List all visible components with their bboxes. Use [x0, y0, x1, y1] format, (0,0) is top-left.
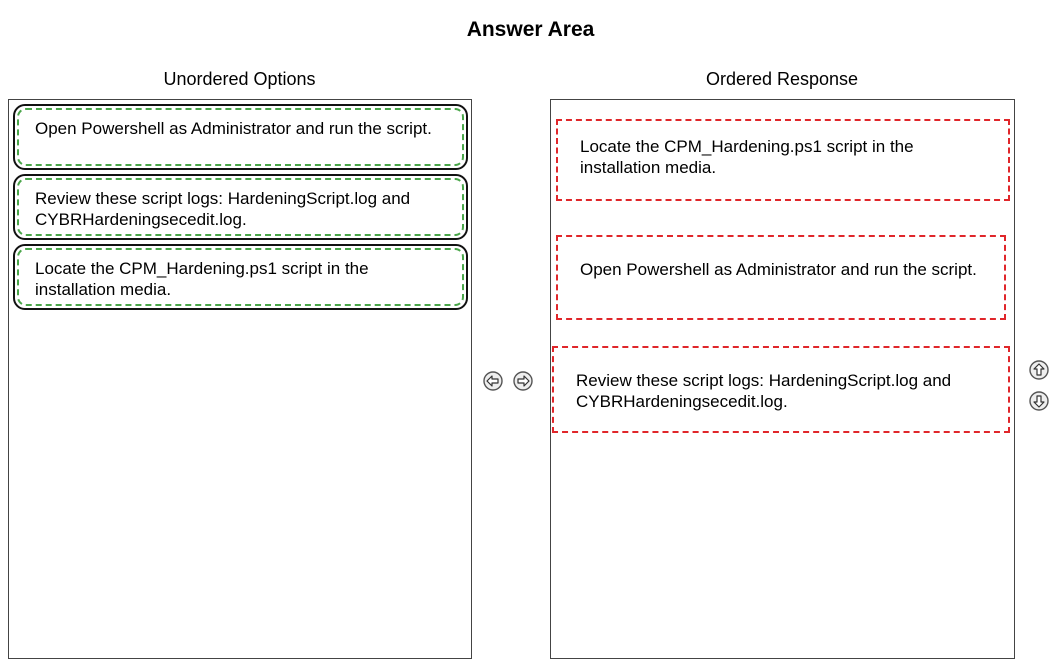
ordered-response-label: Ordered Response: [705, 69, 859, 89]
option-item-text: Open Powershell as Administrator and run the script.: [35, 119, 432, 138]
response-item-text: Open Powershell as Administrator and run the script.: [580, 260, 977, 279]
option-item-text: Locate the CPM_Hardening.ps1 script in the installation media.: [35, 259, 369, 299]
option-item[interactable]: [13, 244, 468, 310]
move-up-icon[interactable]: [1029, 360, 1049, 380]
unordered-options-label: Unordered Options: [163, 69, 316, 89]
response-item[interactable]: [556, 235, 1006, 320]
option-item[interactable]: [13, 104, 468, 170]
response-item[interactable]: [556, 119, 1010, 201]
response-item-text: Review these script logs: HardeningScript.log and CYBRHardeningsecedit.log.: [576, 371, 952, 411]
response-item-text: Locate the CPM_Hardening.ps1 script in the installation media.: [580, 137, 914, 177]
move-right-icon[interactable]: [513, 371, 533, 391]
answer-area-title: Answer Area: [466, 18, 595, 41]
option-item[interactable]: [13, 174, 468, 240]
unordered-options-panel: [8, 99, 472, 659]
move-left-icon[interactable]: [483, 371, 503, 391]
response-item[interactable]: [552, 346, 1010, 433]
ordered-response-panel: [550, 99, 1015, 659]
option-item-text: Review these script logs: HardeningScript.log and CYBRHardeningsecedit.log.: [35, 189, 411, 229]
move-down-icon[interactable]: [1029, 391, 1049, 411]
